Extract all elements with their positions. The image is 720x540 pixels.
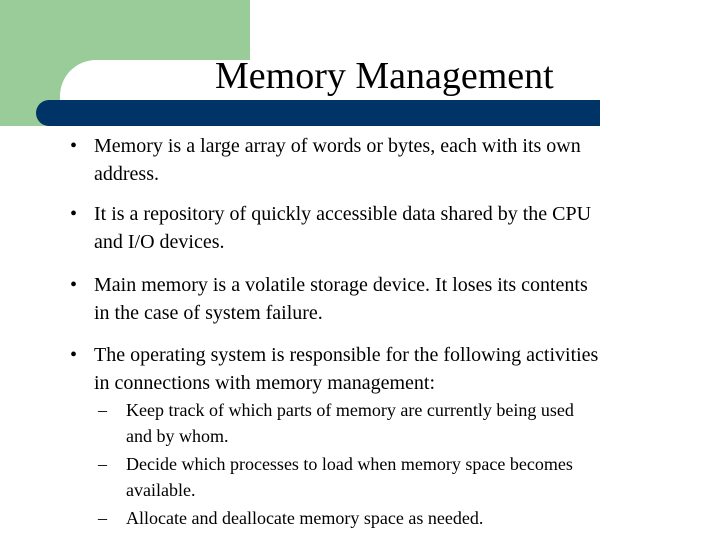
sub-bullet-text-line: Allocate and deallocate memory space as needed. [126, 508, 484, 528]
bullet-text-line: and I/O devices. [94, 231, 225, 253]
bullet-icon: • [70, 344, 78, 366]
bullet-icon: • [70, 135, 78, 157]
bullet-icon: • [70, 203, 78, 225]
bullet-text-line: in connections with memory management: [94, 372, 436, 394]
sub-bullet-text-line: and by whom. [126, 426, 229, 446]
slide-title: Memory Management [215, 55, 554, 97]
bullet-text-line: Memory is a large array of words or bytes, each with its own [94, 135, 581, 157]
bullet-text-line: in the case of system failure. [94, 302, 323, 324]
sub-bullet-text-line: Keep track of which parts of memory are currently being used [126, 400, 574, 420]
dash-icon: – [98, 454, 107, 474]
sub-bullet-text-line: Decide which processes to load when memory space becomes [126, 454, 573, 474]
bullet-text-line: Main memory is a volatile storage device. It loses its contents [94, 274, 588, 296]
bullet-icon: • [70, 274, 78, 296]
dash-icon: – [98, 508, 107, 528]
sub-bullet-text-line: available. [126, 480, 196, 500]
bullet-text-line: It is a repository of quickly accessible data shared by the CPU [94, 203, 592, 225]
bullet-text-line: address. [94, 163, 159, 185]
bullet-text-line: The operating system is responsible for the following activities [94, 344, 599, 366]
dash-icon: – [98, 400, 107, 420]
